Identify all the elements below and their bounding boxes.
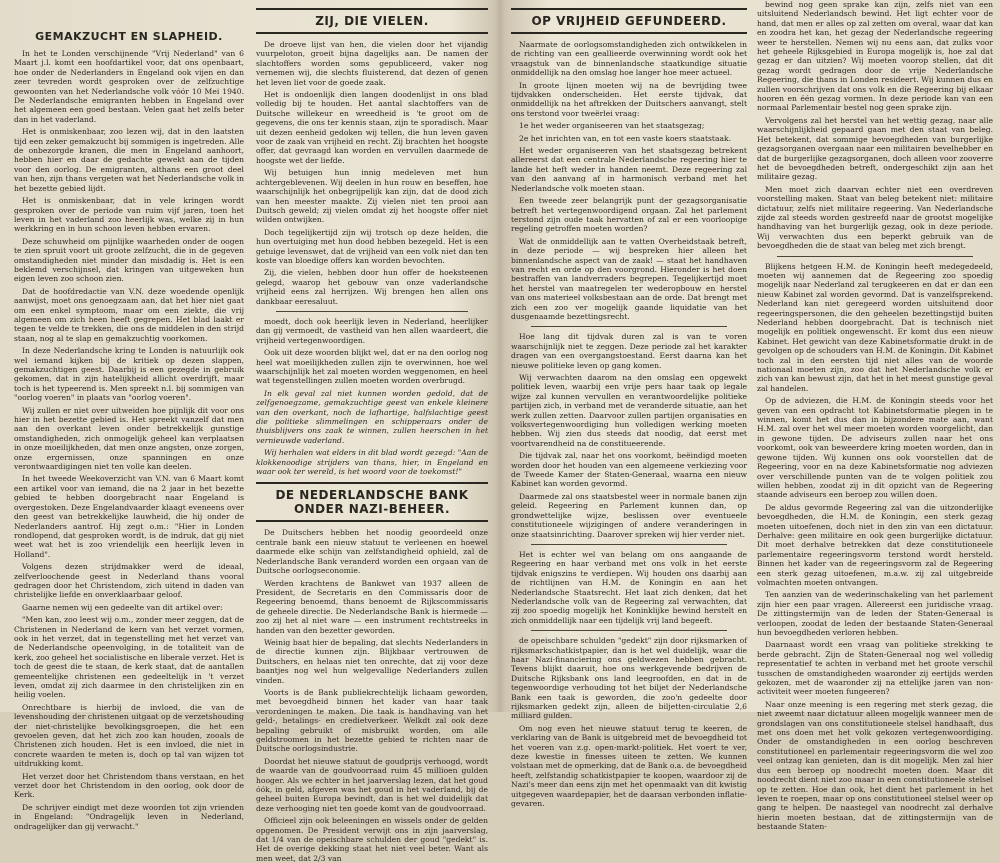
paragraph: In groote lijnen moeten wij na de bevrijding twee tijdvakken onderscheiden. Het eerste tijdvak, dat onmiddellijk na het aftrekken der Duitschers aanvangt, stelt ons terstond voor tweërlei vraag: bbox=[511, 80, 747, 118]
divider bbox=[531, 544, 727, 545]
paragraph: Het is echter wel van belang om ons aangaande de Regeering en haar verband met ons volk in het eerste tijdvak enigszins te verdiepen. Wij houden ons daarbij aan de richtlijnen van H.M. de Koningin en aan het Nederlandsche Staatsrecht. Het laat zich denken, dat het Nederlandsche volk van de Regeering zal verwachten, dat zij zoo spoedig mogelijk het Koninklijke bewind herstelt en zich onmiddellijk naar een tijdelijk vrij land begeeft. bbox=[511, 549, 747, 625]
paragraph: Weinig baat hier de bepaling, dat slechts Nederlanders in de directie kunnen zijn. Blijkbaar vertrouwen de Duitschers, en helaas niet ten onrechte, dat zij voor deze baantjes nog wel hun welgevallige Nederlanders zullen vinden. bbox=[256, 637, 488, 685]
right-page bbox=[503, 0, 1000, 832]
paragraph: Werden krachtens de Bankwet van 1937 alleen de President, de Secretaris en den Commissaris door de Regeering benoemd, thans benoemt de Rijkscommissaris de geheele directie. De Nederlandsche Bank is hiermede — zoo zij het al niet ware — een instrument rechtstreeks in handen van den bezetter geworden. bbox=[256, 578, 488, 635]
closing-paragraph: Wij herhalen wat elders in dit blad wordt gezegd: "Aan de klokkenoodige strijders van thans, hier, in Engeland en waar ook ter wereld, is het woord voor de toekomst!" bbox=[256, 448, 488, 477]
paragraph: Zij, die vielen, hebben door hun offer de hoeksteenen gelegd, waarop het gebouw van onze vaderlandsche vrijheid eens zal herrijzen. Wij brengen hen allen ons dankbaar eeresaluut. bbox=[256, 268, 488, 306]
column-2 bbox=[256, 8, 488, 863]
paragraph: Naarmate de oorlogsomstandigheden zich ontwikkelen in de richting van een geallieerde overwinning wordt ook het vraagstuk van de binnenlandsche staatkundige situatie onmiddellijk na den omslag hoe langer hoe meer actueel. bbox=[511, 40, 747, 78]
paragraph: Doch tegelijkertijd zijn wij trotsch op deze helden, die hun overtuiging met hun dood hebben bezegeld. Het is een getuige levenswet, dat de vrijheid van een volk niet dan ten koste van bloedige offers kan worden bevochten. bbox=[256, 227, 488, 265]
paragraph: Op de adviezen, die H.M. de Koningin steeds voor het geven van een opdracht tot Kabinetsformatie plegen in te winnen, komt het dus dan in bijzondere mate aan, want H.M. zal over het wel meer moeten worden voorgelicht, dan in gewone tijden. De adviseurs zullen naar het ons voorkomt, ook van beweerdere kring moeten worden, dan in gewone tijden. Wij kunnen ons ook voorstellen dat de Regeering, voor en na deze Kabinetsformatie nog adviezen over verschillende punten van de te volgen politiek zou willen hebben, zoodat zij in dit opzicht van de Regeering staande adviseurs een beroep zou willen doen. bbox=[757, 396, 993, 500]
paragraph: Het verzet door het Christendom thans verstaan, en het verzet door het Christendom in den oorlog, ook door de Kerk. bbox=[14, 771, 244, 800]
paragraph: Daarnaast wordt een vraag van politieke strekking te berde gebracht. Zijn de Staten-Generaal nog wel volledig representatief te achten in verband met het groote verschil tusschen de omstandigheden waaronder zij eertijds werden gekozen, met de waaronder zij na ettelijke jaren van non-activiteit weer moeten fungeeren? bbox=[757, 640, 993, 697]
banner-nederlandsche-bank bbox=[256, 482, 488, 522]
article-title-gemakzucht: GEMAKZUCHT EN SLAPHEID. bbox=[35, 30, 223, 43]
paragraph: Het is ondoenlijk dien langen doodenlijst in ons blad volledig bij te houden. Het aantal slachtoffers van de Duitsche willekeur en wreedheid is 'te groot om de gegevens, die ons ter kennis staan, zijn te sporadisch. Maar uit dezen eenheid gedoken wij tellen, die hun leven gaven voor de zaak van vrijheid en recht. Zij brachten het hoogste offer, dat gevraagd kan worden en vervullen daarmede de hoogste wet der liefde. bbox=[256, 90, 488, 165]
paragraph: Daarmede zal ons staatsbestel weer in normale banen zijn geleid. Regeering en Parlement kunnen dan, op grondwettelijke wijze, beslissen over eventueele constitutioneele wijzigingen of andere veranderingen in onze staatsinrichting. Daarover spreken wij hier verder niet. bbox=[511, 491, 747, 539]
paragraph: Deze schuwheid om pijnlijke waarheden onder de oogen te zien spruit voort uit groote zelfzucht, die in de gegeven omstandigheden niet minder dan misdadig is. Het is een beklemd verschijnsel, dat kringen van uitgeweken hun eigen leven zoo schoon zien. bbox=[14, 236, 244, 284]
paragraph: Vervolgens zal het herstel van het wettig gezag, naar alle waarschijnlijkheid gepaard gaan met den staat van beleg. Het betekent, dat sommige bevoegdheden van burgerlijke gezagsorganen overgaan naar een militairen bevelhebber en dat de burgerlijke gezagsorganen, doch alleen voor zooverre het de bevoegdheden betreft, ondergeschikt zijn aan het militaire gezag. bbox=[757, 115, 993, 182]
column-3 bbox=[511, 8, 747, 809]
banner-zij-die-vielen bbox=[256, 8, 488, 34]
left-page bbox=[0, 0, 497, 863]
paragraph: Het weder organiseeren van het staatsgezag betrekent allereerst dat een centrale Nederlandsche regeering hier te lande het heft weder in handen neemt. Deze regeering zal van den aanvang af in harmonisch verband met het Nederlandsche volk moeten staan. bbox=[511, 146, 747, 193]
paragraph: Die tijdvak zal, naar het ons voorkomt, beëindigd moeten worden door het houden van een algemeene verkiezing voor de Tweede Kamer der Staten-Generaal, waarna een nieuw Kabinet kan worden gevormd. bbox=[511, 451, 747, 489]
paragraph: 2e het inrichten van, en tot een vaste koers staatstaak. bbox=[519, 133, 732, 143]
paragraph: De Duitschers hebben het noodig geoordeeld onze centrale bank een nieuw statuut te verleenen en hoewel daarmede elke schijn van zelfstandigheid ophield, zal de Nederlandsche Bank veranderd worden een orgaan van de Duitsche oorlogseconomie. bbox=[256, 528, 488, 576]
paragraph: De droeve lijst van hen, die vielen door het vijandig vuurpeloton, groeit bijna dagelijks aan. De namen der slachtoffers worden soms gepubliceerd, vaker nog vernemen wij, die slechts fluisterend, dat dezen of genen het leven liet voor de goede zaak. bbox=[256, 40, 488, 87]
paragraph: Wij betuigen hun innig medeleven met hun achtergeblevenen. Wij deelen in hun rouw en beseffen, hoe waarschijnlijk het onbegrijpelijk kan zijn, dat de dood zich van hen meester maakte. Zij vielen niet ten prooi aan Duitsch geweld; zij vielen omdat zij het hoogste offer niet wilden ontwijken. bbox=[256, 168, 488, 225]
paragraph: Dat de hoofdredactie van V.N. deze woedende openlijk aanwijst, moet ons genoegzaam aan, dat het hier niet gaat om een enkel symptoom, maar om een ziekte, die vrij algemeen om zich heen heeft gegrepen. Het blad laakt er tegen te velde te trekken, die ons de middelen in den strijd staan, nog al te slap en gemakzuchtig voorkomen. bbox=[14, 286, 244, 343]
paragraph: Het is onmiskenbaar, dat in vele kringen wordt gesproken over de periode van ruim vijf jaren, toen het leven in het vaderland zoo heerlijk was, welke zij in hun werkkring en in hun schoon leven hebben ervaren. bbox=[14, 196, 244, 234]
column-1 bbox=[14, 30, 244, 831]
paragraph: de opeischbare schulden "gedekt" zijn door rijksmarken of rijksmarkschatkistpapier, dan is het wel duidelijk, waar die haar Nazi-financiering ons geldwezen hebben gebracht. Tevens blijkt daaruit, hoe ons werkgevende bedrijven de Duitsche Rijksbank ons land leegroofden, en dat in de tegenwoordige verhouding tot het biljet der Nederlandsche Bank een taak is geworden, die zoo'n gedeelte door rijksmarken gedekt zijn, alleen de biljetten-circulatie 2,6 milliard gulden. bbox=[511, 636, 747, 721]
continuation-gemakzucht bbox=[256, 317, 488, 477]
banner-op-vrijheid bbox=[511, 8, 747, 34]
paragraph: moedt, doch ook heerlijk leven in Nederland, heerlijker dan gij vermoedt, de vastheid van hen allen waardeert, die vrijheid vertegenwoordigen. bbox=[256, 316, 488, 345]
paragraph: Men moet zich daarvan echter niet een overdreven voorstelling maken. Staat van beleg betekent niet: militaire dictatuur, zelfs niet militaire regeering. Van Nederlandsche zijde zal steeds worden gestreefd naar de grootst mogelijke handhaving van het burgerlijk gezag, ook in deze periode. Wij verwachten dus een beperkt gebruik van de bevoegdheden die de staat van beleg met zich brengt. bbox=[757, 184, 993, 251]
article-body-zij-die-vielen bbox=[256, 40, 488, 306]
paragraph: Een tweede zeer belangrijk punt der gezagsorganisatie betreft het vertegenwoordigend orgaan. Zal het parlement terstond zijn oude taak hervatten of zal er een voorloopige regeling getroffen moeten worden? bbox=[511, 196, 747, 234]
paragraph: "Men kan, zoo leest wij o.m., zonder meer zeggen, dat de Christenen in Nederland de kern van het verzet vormen, ook in het verzet, dat in tegenstelling met het verzet van de Nederlandsche opeenvolging, in de totaliteit van de kerk, zoo geheel het socialistische en liberale verzet. Het is toch de geest die te staan, de kerk staat, dat de aantallen gemeentelijke christenen een gedeeltelijk in 't verzet leven, omdat zij zich daarmee in den christelijken zin en heilig voelen. bbox=[14, 615, 244, 700]
paragraph: Wij zullen er niet over uitweiden hoe pijnlijk dit voor ons hier in het bezette gebied is. Het spreekt vanzelf dat men aan den overkant leven onder betrekkelijk gunstige omstandigheden, zich onmogelijk geheel kan verplaatsen in onze moeilijkheden, dat men onze angsten, onze zorgen, onze ergernissen, onze spanningen en onze verontwaardigingen niet ten volle kan deelen. bbox=[14, 405, 244, 472]
column-4 bbox=[757, 0, 993, 832]
paragraph: Naar onze meening is een regering met sterk gezag, die niet zweemt naar dictatuur alleen mogelijk wanneer men de grondslagen van ons constitutioneele stelsel handhaaft, dus met ons doen met het volk gekozen vertegenwoordiging. Onder de omstandigheden in een oorlog beschreven constitutioneel en parlementair regeeringsvorm die wel zoo veel ontzag kan genieten, dan is dit mogelijk. Men zal hier dus een beroep op noodrecht moeten doen. Maar dit noodrecht dient niet zoo maar in een constitutioneele stelsel op te zetten. Hoe dan ook, het dient het parlement in het leven te roepen, maar op ons constitutioneel stelsel weer op gang te helpen. De naastegel van noodrecht zal derhalve hierin moeten bestaan, dat de zittingstermijn van de bestaande Staten- bbox=[757, 699, 993, 832]
paragraph: Hoe lang dit tijdvak duren zal is van te voren waarschijnlijk niet te zeggen. Deze periode zal het karakter dragen van een overgangstoestand. Eerst daarna kan het nieuwe politieke leven op gang komen. bbox=[511, 332, 747, 370]
paragraph: Voorts is de Bank publiekrechtelijk lichaam geworden, met bevoegdheid binnen het kader van haar taak verordeningen te maken. Die taak is handhaving van het geld-, betalings- en credietverkeer. Welkdt zal ook deze bepaling gebruikt of misbruikt worden, om alle geldstroomen in het bezette gebied te richten naar de Duitsche oorlogsindustrie. bbox=[256, 687, 488, 754]
paragraph: bewind nog geen sprake kan zijn, zelfs niet van een uitsluitend Nederlandsch bewind. Het ligt echter voor de hand, dat men er alles op zal zetten om overal, waar dat kan en zoodra het kan, het gezag der Nederlandsche regeering weer te herstellen. Nemen wij nu eens aan, dat zulks voor het geheele Rijksgebied in Europa mogelijk is, hoe zal dat gezag er dan uitzien? Wij moeten voorop stellen, dat dit gezag wordt gedragen door de vrije Nederlandsche Regeering, die thans in Londen resideert. Wij kunnen dus en zullen voorschrijven dat ons volk en die Regeering bij elkaar hooren en één gezag vormen. In deze periode kan van een normaal Parlementair bestel nog geen sprake zijn. bbox=[757, 0, 993, 113]
paragraph: Gaarne nemen wij een gedeelte van dit artikel over: bbox=[22, 602, 223, 612]
article-body-op-vrijheid bbox=[511, 40, 747, 808]
paragraph: In het te Londen verschijnende "Vrij Nederland" van 6 Maart j.l. komt een hoofdartikel voor, dat ons openbaart, hoe onder de Nederlanders in Engeland ook vijen en dan zeer tevreden wordt gesproken over de zelfzuchtige gewoonten van het Nederlandsche volk vóór 10 Mei 1940. De Nederlandsche emigranten hebben in Engeland over het algemeen een goed bestaan. Velen gaat het zelfs beter dan in het vaderland. bbox=[14, 49, 244, 124]
paragraph: Wat de onmiddellijk aan te vatten Overheidstaak betreft, in deze periode — wij bespreken hier alleen het binnenlandsche aspect van de zaak! — staat het handhaven van recht en orde op den voorgrond. Hieronder is het doen bestraffen van landverraders begrepen. Tegelijkertijd moet het herstel van maatregelen ter wederopbouw en herstel van ons materieel volksbestaan aan de orde. Dat brengt met zich een zoo ver mogelijk gaande liquidatie van het dusgenaamde bezettingsrecht. bbox=[511, 236, 747, 321]
divider bbox=[777, 256, 973, 257]
paragraph: Doordat het nieuwe statuut de goudprijs verhoogd, wordt de waarde van de goudvoorraad ruim 45 millioen gulden hooger. Als we echter in het jaarverslag lezen, dat het goud óók, in geld, afgeven was het goud in het vaderland, bij de geheel buiten Europa bevindt, dan is het wel duidelijk dat deze verhooging niet ten goede komt van de goudvoorraad. bbox=[256, 756, 488, 813]
paragraph: Het is onmiskenbaar, zoo lezen wij, dat in den laatsten tijd een zeker gemakzucht bij sommigen is ingetreden. Alle de onbezorgde kranen, die men in Engeland aanhoort, hebben hier en daar de gedachte gewekt aan de tijden voor den oorlog. De emigranten, althans een groot deel van hen, zijn thans vergeten wat het Nederlandsche volk in het bezette gebied lijdt. bbox=[14, 127, 244, 193]
divider bbox=[531, 326, 727, 327]
paragraph: In deze Nederlandsche kring te Londen is natuurlijk ook wel iemand kijken bij de kritiek op dezen slappen, gemakzuchtigen geest. Daarbij is een gezegde in gebruik gekomen, dat in zijn hatelijkheid allicht overdrijft, maar toch is het typeerend is. Men spreekt n.l. bij sommigen van "oorlog voeren" in plaats van "oorlog voeren". bbox=[14, 346, 244, 403]
paragraph: In het tweede Weekoverzicht van V.N. van 6 Maart komt een artikel voor van iemand, die na 2 jaar in het bezette gebied te hebben doorgebracht naar Engeland is overgestoken. Deze Engelandvaarder klaagt eveneens over den geest van betrekkelijke lauwheid, die hij onder de Nederlanders aantrof. Hij zegt o.m.: "Hier in Londen rondlopend, dat gesproken wordt, is de indruk, dat gij niet weet wat het is zoo vriendelijk een heerlijk leven in Holland". bbox=[14, 474, 244, 559]
paragraph: Wij verwachten daarom na den omslag een opgewekt politiek leven, waarbij een vrije pers haar taak op legale wijze zal kunnen vervullen en verantwoordelijke politieke partijen zich, in verband met de veranderde situatie, aan het werk zullen zetten. Daarvoor zullen partijen organisaties en volksvertegenwoordiging hun volledigen werking moeten hebben. Wij zien dus steeds dat noodig, dat eerst met voortvarendheid na de constitueerende. bbox=[511, 373, 747, 448]
paragraph: De aldus gevormde Regeering zal van die uitzonderlijke bevoegdheden, die H.M. de Koningin, een sterk gezag moeten uitoefenen, doch niet in den zin van een dictatuur. Derhalve: geen militaire en ook geen burgerlijke dictatuur. Dit moet derhalve betrekken dat deze constitutioneele parlementaire regeeringsvorm terstond wordt hersteld. Binnen het kader van de regeeringsvorm zal de Regeering een sterk gezag uitoefenen, m.a.w. zij zal uitgebreide volmachten moeten ontvangen. bbox=[757, 502, 993, 587]
paragraph: 1e het weder organiseeren van het staatsgezag; bbox=[519, 121, 705, 131]
paragraph: De schrijver eindigt met deze woorden tot zijn vrienden in Engeland: "Ondragelijk leven in Nederland, ondragelijker dan gij verwacht." bbox=[14, 802, 244, 831]
article-title-op-vrijheid: OP VRIJHEID GEFUNDEERD. bbox=[531, 14, 727, 28]
continuation-op-vrijheid bbox=[757, 0, 993, 832]
quote-paragraph: In elk geval zal niet kunnen worden gedold, dat de zelfgenoegzame, gemakzuchtige geest van enkele kleinere van den overkant, noch de lafhartige, halfslachtige geest die politieke slimmelingen en schipperaars onder de thuisblijvers ons zaak te winnen, zullen heerschen in het vernieuwde vaderland. bbox=[256, 388, 488, 445]
article-body-nederlandsche-bank bbox=[256, 528, 488, 863]
paragraph: Officieel zijn ook beleeningen en wissels onder de gelden opgenomen. De President verwijt ons in zijn jaarverslag, dat 1/4 van de opeischbare schulden der goud "gedekt" is. Het de overige dekking staat het niet veel beter. Want als men weet, dat 2/3 van bbox=[256, 816, 488, 863]
paragraph: Ook uit deze woorden blijkt wel, dat er na den oorlog nog heel wat moeilijkheden zullen zijn te overwinnen, hoe wel waarschijnlijk het zal moeten worden weggenomen, en heel wat tegenstellingen zullen moeten worden overbrugd. bbox=[256, 348, 488, 386]
paragraph: Ten aanzien van de wederinschakeling van het parlement zijn hier een paar vragen. Allereerst een juridische vraag. De zittingstermijn van de leden der Staten-Generaal is verloopen, zoodat de leden der bestaande Staten-Generaal hun bevoegdheden verloren hebben. bbox=[757, 590, 993, 637]
article-body-gemakzucht bbox=[14, 49, 244, 831]
paragraph: Onrechtbare is hierbij de invloed, die van de levenshouding der christenen uitgaat op de verzetshouding der niet-christelijke bevolkingsgroepen, die het een gevoelen geven, dat het zich zoo kan houden, zooals de Christenen zich houden. Het is een invloed, die niet in concrete waarden te meten is, doch op tal van wijzen tot uitdrukking komt. bbox=[14, 702, 244, 769]
article-title-zij-die-vielen: ZIJ, DIE VIELEN. bbox=[315, 14, 429, 28]
paragraph: Om nog even het nieuwe statuut terug te keeren, de verklaring van de Bank is uitgebreid met de bevoegdheid tot het voeren van z.g. open-markt-politiek. Het voert te ver, deze kwestie in finesses uiteen te zetten. We kunnen volstaan met de opmerking, dat de Bank o.a. de bevoegdheid heeft, zelfstandig schatkistpapier te koopen, waardoor zij de Nazi's meer dan eens zijn met het openmaakt van dit kwistig uitgegeven waardepapier, het de daaraan verbonden inflatie-gevaren. bbox=[511, 723, 747, 809]
divider bbox=[531, 630, 727, 631]
article-title-nederlandsche-bank: DE NEDERLANDSCHE BANK ONDER NAZI-BEHEER. bbox=[275, 488, 469, 517]
divider bbox=[276, 311, 468, 312]
paragraph: Volgens dezen strijdmakker werd de ideaal, zelfverloochende geest in Nederland thans vooral gedragen door het Christendom, zich uitend in daden van christelijke liefde en onverklaarbaar geloof. bbox=[14, 562, 244, 600]
paragraph: Blijkens hetgeen H.M. de Koningin heeft medegedeeld, moeten wij aannemen dat de Regeering zoo spoedig mogelijk naar Nederland zal terugkeeren en dat er dan een nieuw Kabinet zal worden gevormd. Dat is vanzelfsprekend. Nederland kan niet geregeerd worden uitsluitend door regeeringspersonen, die den geheelen bezettingstijd buiten Nederland hebben doorgebracht. Dat is technisch niet mogelijk en politiek ongewenscht. Er komt dus een nieuw Kabinet. Het gewicht van deze Kabinetsformatie drukt in de gevolgen op de schouders van H.M. de Koningin. Dit Kabinet toch zal in den eersten tijd niet alles van de woorde nationaal moeten zijn, zoo dat het Nederlandsche volk er zich van kan bewust zijn, dat het in het meest gunstige geval zal handelen. bbox=[757, 261, 993, 393]
